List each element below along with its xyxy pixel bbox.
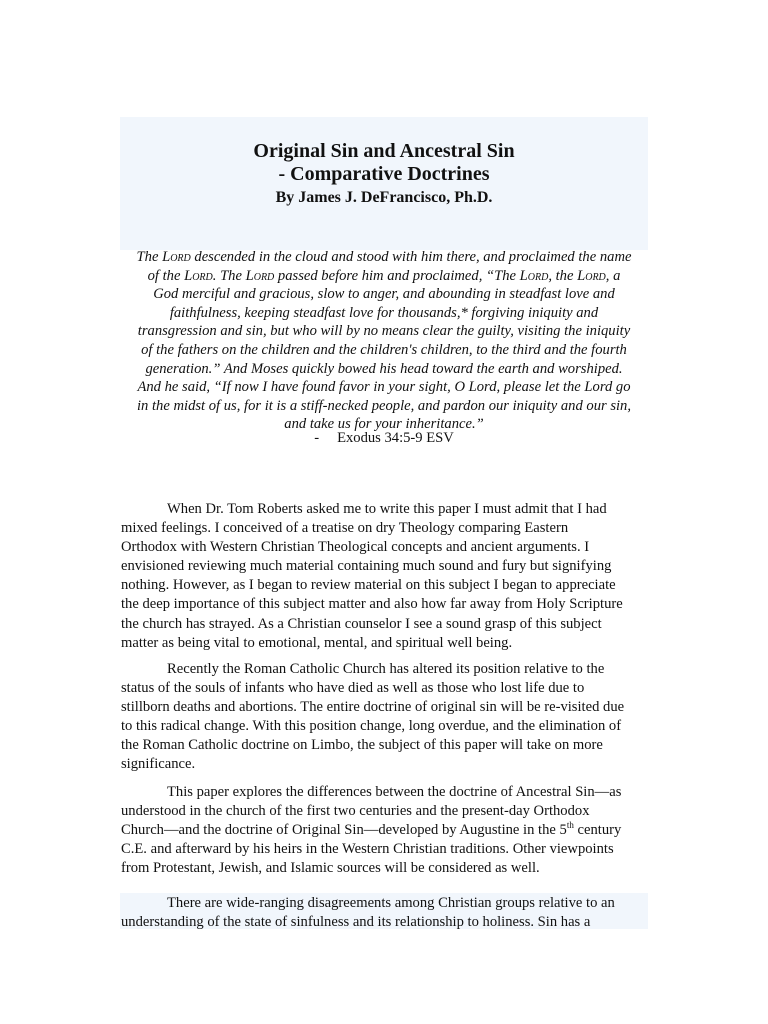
epigraph-text: The [136, 249, 163, 265]
paragraph-line: envisioned reviewing much material containing much sound and fury but signifying [121, 558, 612, 575]
paragraph-line: the Roman Catholic doctrine on Limbo, the subject of this paper will take on more [121, 737, 603, 754]
epigraph-lord: Lord [184, 267, 213, 284]
epigraph-line: transgression and sin, but who will by no means clear the guilty, visiting the iniquity [137, 323, 631, 340]
document-title-line-1: Original Sin and Ancestral Sin [253, 140, 515, 162]
epigraph-line: faithfulness, keeping steadfast love for thousands,* forgiving iniquity and [169, 304, 599, 321]
document-header [120, 140, 648, 209]
epigraph-line: generation.” And Moses quickly bowed his head toward the earth and worshiped. [145, 360, 623, 377]
epigraph-text: descended in the cloud and stood with him there, and proclaimed the name [190, 249, 632, 265]
epigraph-line: of the fathers on the children and the children's children, to the third and the fourth [141, 341, 627, 358]
epigraph-quote [120, 248, 648, 434]
epigraph-text: , the [548, 267, 578, 284]
paragraph-3 [121, 783, 651, 878]
paragraph-line: There are wide-ranging disagreements among Christian groups relative to an [167, 895, 615, 911]
paragraph-line: This paper explores the differences between the doctrine of Ancestral Sin—as [167, 784, 622, 800]
paragraph-line: understood in the church of the first two centuries and the present-day Orthodox [121, 803, 590, 820]
epigraph-line: and take us for your inheritance.” [284, 416, 484, 433]
epigraph-line: in the midst of us, for it is a stiff-necked people, and pardon our iniquity and our sin, [137, 397, 631, 414]
epigraph-line [120, 248, 648, 267]
epigraph-text: passed before him and proclaimed, “The [274, 267, 520, 284]
paragraph-line: significance. [121, 756, 196, 773]
epigraph-text: , a [605, 267, 621, 284]
paragraph-line: from Protestant, Jewish, and Islamic sources will be considered as well. [121, 860, 540, 877]
epigraph-lord: Lord [577, 267, 606, 284]
document-title-line-2: - Comparative Doctrines [278, 163, 490, 185]
paragraph-line: Recently the Roman Catholic Church has altered its position relative to the [167, 661, 605, 677]
epigraph-lord: Lord [245, 267, 275, 284]
paragraph-line: understanding of the state of sinfulness and its relationship to holiness. Sin has a [121, 914, 591, 931]
paragraph-line: C.E. and afterward by his heirs in the Western Christian traditions. Other viewpoints [121, 841, 614, 858]
paragraph-line: mixed feelings. I conceived of a treatise on dry Theology comparing Eastern [121, 520, 569, 537]
epigraph-line: And he said, “If now I have found favor in your sight, O Lord, please let the Lord go [137, 379, 631, 396]
paragraph-4 [121, 894, 651, 932]
citation-dash: - [314, 430, 320, 446]
paragraph-line: nothing. However, as I began to review material on this subject I began to appreciate [121, 577, 616, 594]
document-author: By James J. DeFrancisco, Ph.D. [275, 189, 493, 206]
epigraph-line: God merciful and gracious, slow to anger, and abounding in steadfast love and [153, 286, 615, 303]
epigraph-citation [120, 429, 648, 447]
paragraph-line: stillborn deaths and abortions. The entire doctrine of original sin will be re-visited due [121, 699, 625, 716]
paragraph-line: status of the souls of infants who have died as well as those who lost life due to [121, 680, 585, 697]
paragraph-line [121, 821, 651, 840]
epigraph-lord: Lord [162, 249, 191, 265]
paragraph-text: Church—and the doctrine of Original Sin—developed by Augustine in the 5 [121, 822, 567, 839]
citation-reference: Exodus 34:5-9 ESV [337, 430, 454, 446]
epigraph-text: of the [147, 267, 185, 284]
paragraph-line: When Dr. Tom Roberts asked me to write this paper I must admit that I had [167, 501, 607, 517]
paragraph-text: century [573, 822, 622, 839]
epigraph-text: . The [212, 267, 246, 284]
paragraph-line: the church has strayed. As a Christian counselor I see a sound grasp of this subject [121, 615, 602, 632]
paragraph-line: to this radical change. With this position change, long overdue, and the elimination of [121, 718, 622, 735]
epigraph-line [120, 267, 648, 286]
paragraph-line: Orthodox with Western Christian Theological concepts and ancient arguments. I [121, 539, 590, 556]
paragraph-line: the deep importance of this subject matter and also how far away from Holy Scripture [121, 596, 623, 613]
paragraph-1 [121, 500, 651, 653]
paragraph-2 [121, 660, 651, 775]
paragraph-line: matter as being vital to emotional, mental, and spiritual well being. [121, 634, 513, 651]
epigraph-lord: Lord [519, 267, 549, 284]
ordinal-superscript: th [566, 820, 574, 831]
